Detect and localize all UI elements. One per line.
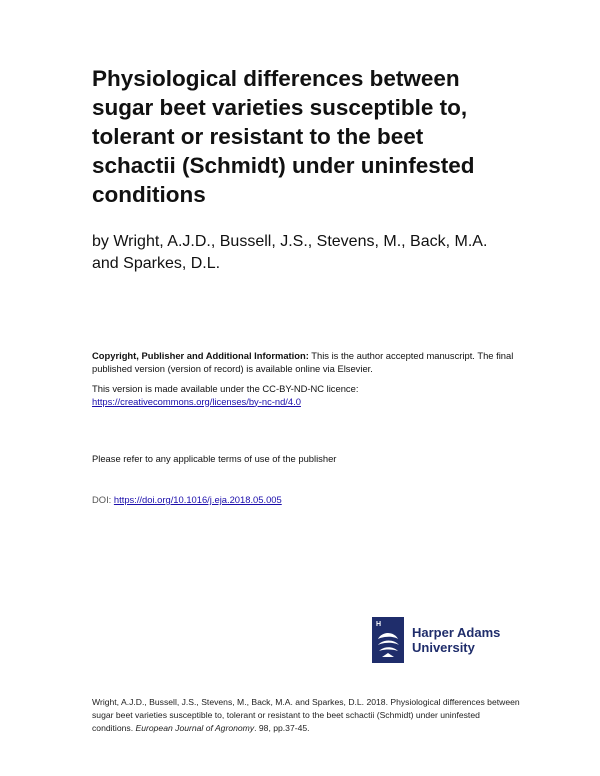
copyright-paragraph — [92, 350, 532, 375]
terms-notice: Please refer to any applicable terms of use of the publisher — [92, 453, 337, 464]
doi-label: DOI: — [92, 494, 114, 505]
citation-suffix: . 98, pp.37-45. — [254, 723, 310, 733]
doi-link[interactable]: https://doi.org/10.1016/j.eja.2018.05.005 — [113, 494, 282, 505]
author-list: by Wright, A.J.D., Bussell, J.S., Stevens, M., Back, M.A. and Sparkes, D.L. — [92, 233, 488, 272]
citation-text: Wright, A.J.D., Bussell, J.S., Stevens, M., Back, M.A. and Sparkes, D.L. 2018. Physiological differences between sugar beet varieties susceptible to, tolerant or resistant to the beet schactii (Schmidt) under uninfested conditions. — [92, 697, 520, 733]
copyright-label: Copyright, Publisher and Additional Information: — [92, 350, 309, 361]
logo-wordmark — [412, 625, 500, 655]
paper-title: Physiological differences between sugar beet varieties susceptible to, tolerant or resistant to the beet schactii (Schmidt) under uninfested conditions — [92, 66, 475, 207]
logo-line-1: Harper Adams — [412, 625, 501, 640]
copyright-info — [92, 350, 532, 408]
licence-link[interactable]: https://creativecommons.org/licenses/by-nc-nd/4.0 — [92, 395, 301, 407]
crest-icon — [372, 617, 404, 663]
university-logo — [372, 617, 522, 663]
citation-journal: European Journal of Agronomy — [135, 723, 255, 733]
copyright-text: This is the author accepted manuscript. The final published version (version of record) is available online via Elsevier. — [92, 350, 514, 374]
licence-paragraph — [92, 396, 532, 409]
doi-line — [92, 494, 282, 505]
svg-text:H: H — [376, 621, 382, 628]
licence-text: This version is made available under the CC-BY-ND-NC licence: — [92, 383, 359, 394]
logo-line-2: University — [412, 640, 475, 655]
citation — [92, 696, 522, 735]
